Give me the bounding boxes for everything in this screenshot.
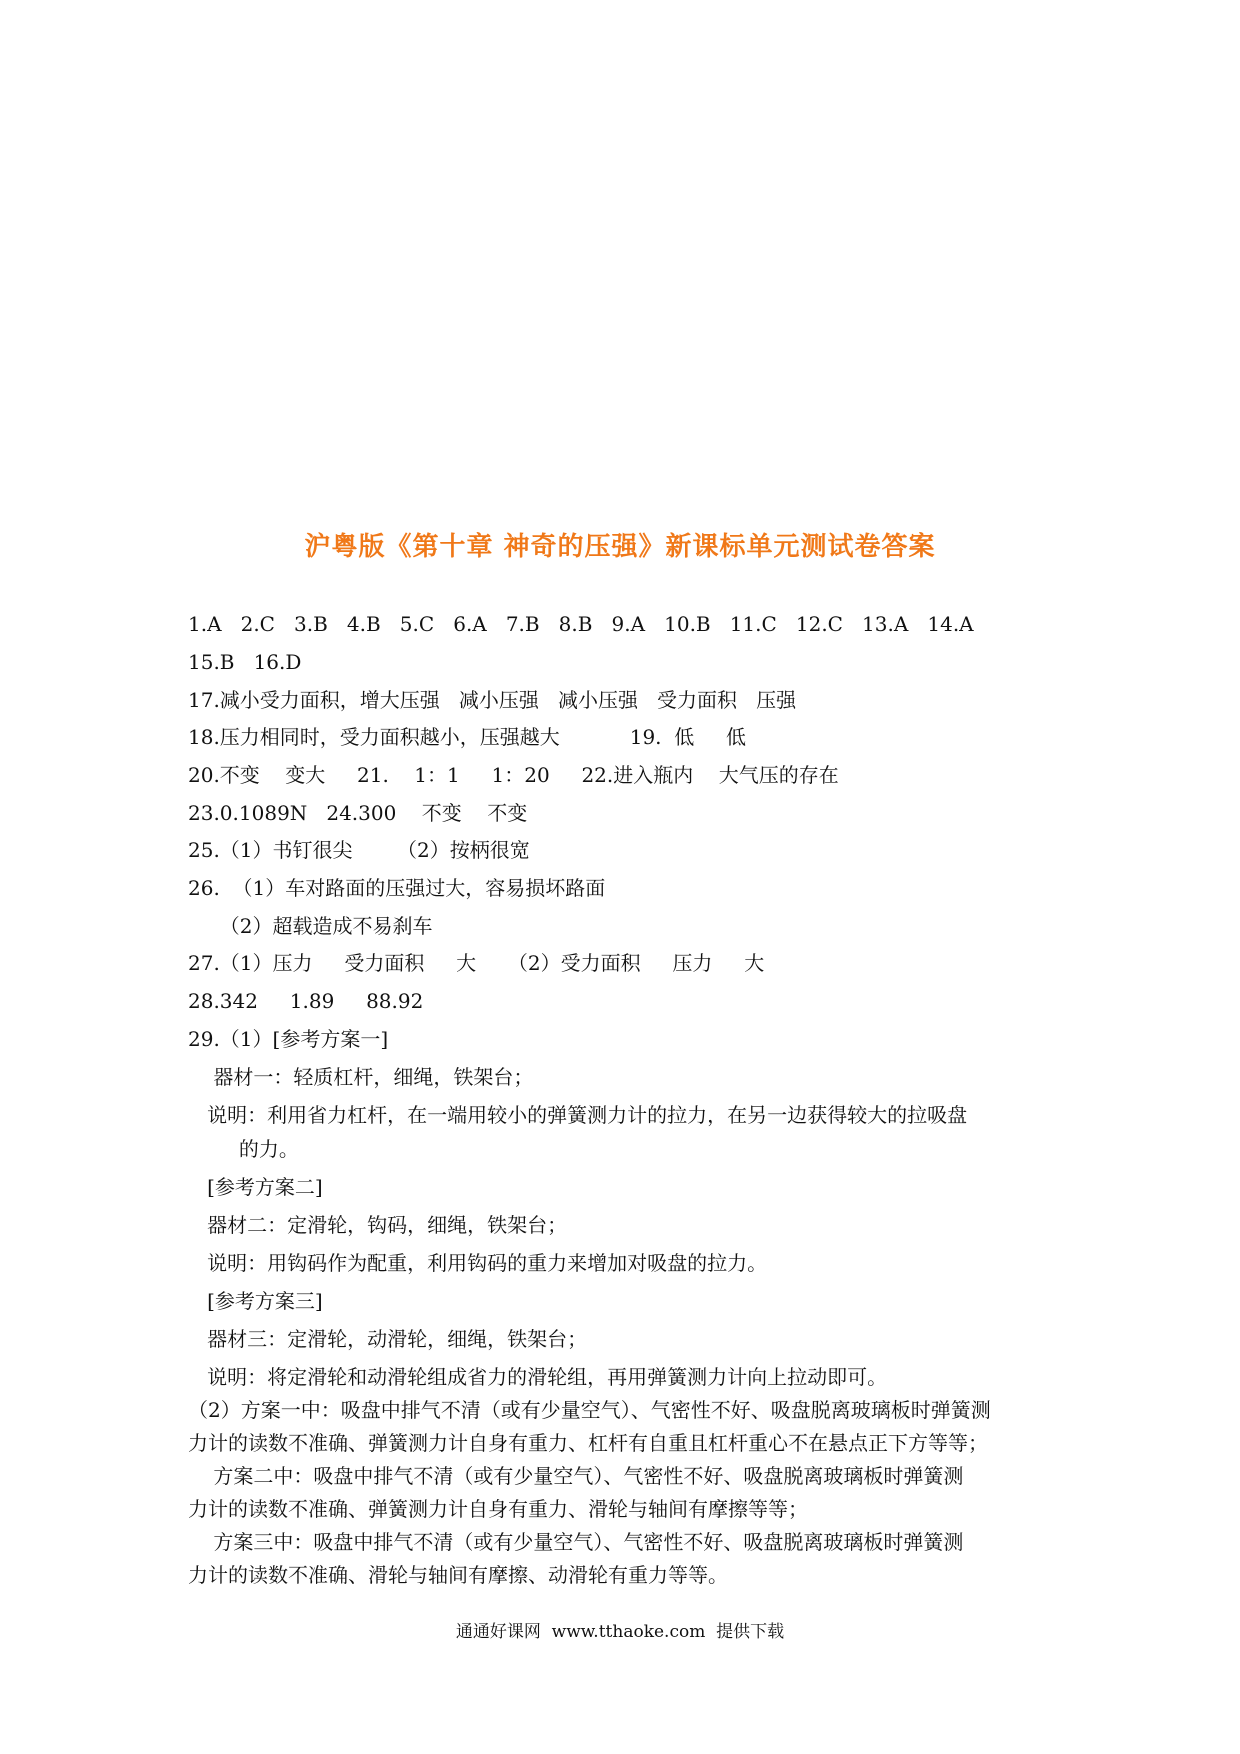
- answer-line: 说明：将定滑轮和动滑轮组成省力的滑轮组，再用弹簧测力计向上拉动即可。: [188, 1365, 888, 1389]
- answer-line: 方案二中：吸盘中排气不清（或有少量空气）、气密性不好、吸盘脱离玻璃板时弹簧测: [188, 1464, 964, 1488]
- answer-line: 器材二：定滑轮，钩码，细绳，铁架台；: [188, 1213, 568, 1237]
- document-title: 沪粤版《第十章 神奇的压强》新课标单元测试卷答案: [304, 532, 936, 562]
- answer-line: 1.A 2.C 3.B 4.B 5.C 6.A 7.B 8.B 9.A 10.B 11.C 12.C 13.A 14.A: [188, 612, 974, 636]
- answer-line: 器材一：轻质杠杆，细绳，铁架台；: [188, 1065, 534, 1089]
- answer-line: 力计的读数不准确、滑轮与轴间有摩擦、动滑轮有重力等等。: [188, 1563, 728, 1587]
- answer-line: 说明：用钩码作为配重，利用钩码的重力来增加对吸盘的拉力。: [188, 1251, 768, 1275]
- answer-line: 28.342 1.89 88.92: [188, 989, 424, 1013]
- answer-line: 说明：利用省力杠杆，在一端用较小的弹簧测力计的拉力，在另一边获得较大的拉吸盘: [188, 1103, 968, 1127]
- answer-line: 方案三中：吸盘中排气不清（或有少量空气）、气密性不好、吸盘脱离玻璃板时弹簧测: [188, 1530, 964, 1554]
- answer-line: 29.（1）[参考方案一]: [188, 1027, 389, 1051]
- page-footer: 通通好课网 www.tthaoke.com 提供下载: [455, 1622, 785, 1642]
- answer-line: （2）超载造成不易刹车: [188, 914, 433, 938]
- answer-line: 20.不变 变大 21. 1：1 1：20 22.进入瓶内 大气压的存在: [188, 763, 839, 787]
- answer-line: [参考方案二]: [188, 1175, 323, 1199]
- answer-line: 15.B 16.D: [188, 650, 302, 674]
- answer-line: 17.减小受力面积，增大压强 减小压强 减小压强 受力面积 压强: [188, 688, 797, 712]
- answer-line: （2）方案一中：吸盘中排气不清（或有少量空气）、气密性不好、吸盘脱离玻璃板时弹簧测: [188, 1398, 991, 1422]
- answer-line: 器材三：定滑轮，动滑轮，细绳，铁架台；: [188, 1327, 588, 1351]
- answer-line: 力计的读数不准确、弹簧测力计自身有重力、杠杆有自重且杠杆重心不在悬点正下方等等；: [188, 1431, 988, 1455]
- answer-line: 23.0.1089N 24.300 不变 不变: [188, 801, 528, 825]
- answer-line: [参考方案三]: [188, 1289, 323, 1313]
- answer-line: 27.（1）压力 受力面积 大 （2）受力面积 压力 大: [188, 951, 765, 975]
- answer-line: 18.压力相同时，受力面积越小，压强越大 19. 低 低: [188, 725, 747, 749]
- answer-line: 25.（1）书钉很尖 （2）按柄很宽: [188, 838, 530, 862]
- answer-line: 26. （1）车对路面的压强过大，容易损坏路面: [188, 876, 606, 900]
- answer-line: 的力。: [188, 1137, 299, 1161]
- answer-line: 力计的读数不准确、弹簧测力计自身有重力、滑轮与轴间有摩擦等等；: [188, 1497, 808, 1521]
